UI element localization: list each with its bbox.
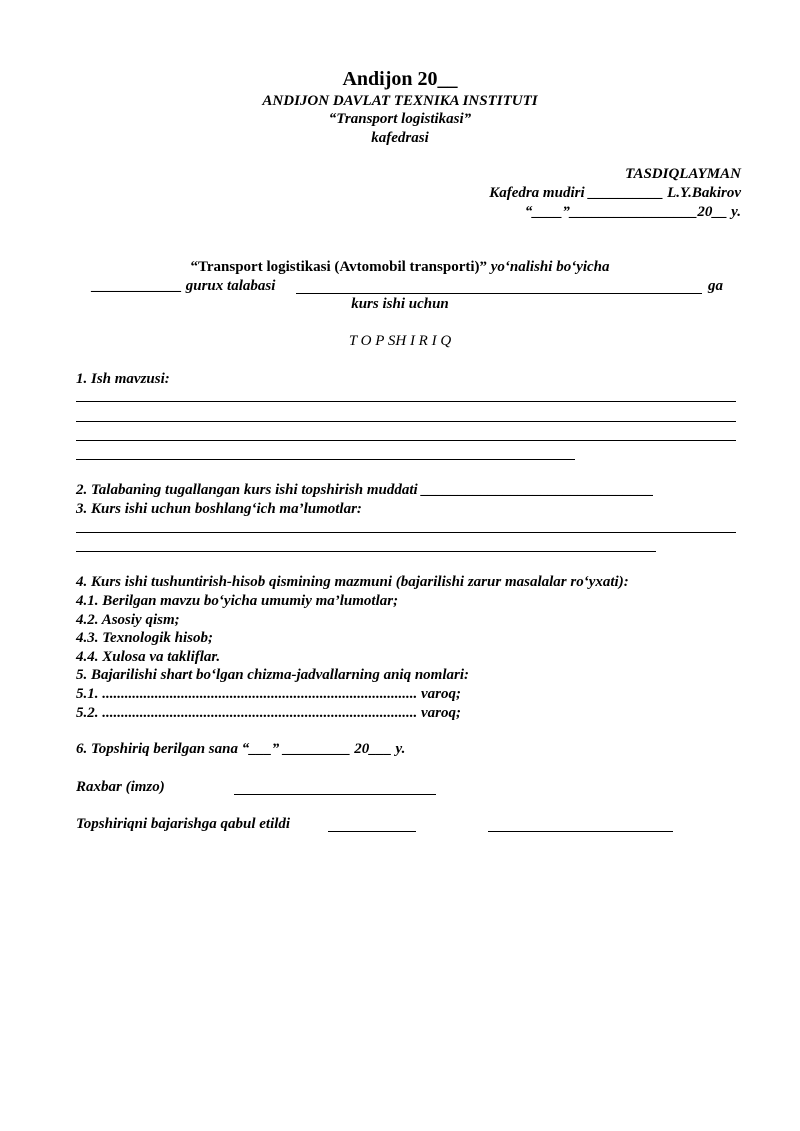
initial-data-line-2 [76,551,656,552]
supervisor-label: Raxbar (imzo) [76,779,165,795]
item-topic: 1. Ish mavzusi: [76,371,170,387]
direction-name: “Transport logistikasi (Avtomobil transporti)” [190,259,488,275]
group-line-label: ____________ gurux talabasi [92,278,276,294]
direction-suffix: yo‘nalishi bo‘yicha [487,259,610,275]
accepted-label: Topshiriqni bajarishga qabul etildi [76,816,291,832]
topic-line-2 [76,421,736,422]
drawing-item-2: 5.2. .................................................................................... varoq; [76,705,461,721]
content-item-1: 4.1. Berilgan mavzu bo‘yicha umumiy ma’lumotlar; [76,593,399,609]
content-item-2: 4.2. Asosiy qism; [76,612,180,628]
document-title: Andijon 20__ [342,68,458,90]
approval-heading: TASDIQLAYMAN [625,166,741,182]
item-deadline: 2. Talabaning tugallangan kurs ishi topshirish muddati _______________________________ [76,482,654,498]
item-issued-date: 6. Topshiriq berilgan sana “___” _________ 20___ y. [76,741,406,757]
department-name: “Transport logistikasi” [328,111,472,127]
institute-name: ANDIJON DAVLAT TEXNIKA INSTITUTI [262,93,538,109]
department-word: kafedrasi [371,130,429,146]
department-head-line: Kafedra mudiri __________ L.Y.Bakirov [489,185,741,201]
direction-line [0,259,800,276]
accepted-signature-blank [328,831,416,832]
item-initial-data: 3. Kurs ishi uchun boshlang‘ich ma’lumotlar: [76,501,362,517]
item-content: 4. Kurs ishi tushuntirish-hisob qismining mazmuni (bajarilishi zarur masalalar ro‘yxati): [76,574,629,590]
task-title: T O P SH I R I Q [348,333,452,349]
supervisor-signature-blank [234,794,436,795]
topic-line-4 [76,459,575,460]
topic-line-3 [76,440,736,441]
group-line-suffix: ga [708,278,723,294]
accepted-name-blank [488,831,673,832]
course-line: kurs ishi uchun [351,296,449,312]
content-item-4: 4.4. Xulosa va takliflar. [76,649,221,665]
approval-date-line: “____”_________________20__ y. [524,204,741,220]
initial-data-line-1 [76,532,736,533]
drawing-item-1: 5.1. .................................................................................... varoq; [76,686,461,702]
student-name-blank [296,293,702,294]
topic-line-1 [76,401,736,402]
item-drawings: 5. Bajarilishi shart bo‘lgan chizma-jadvallarning aniq nomlari: [76,667,470,683]
content-item-3: 4.3. Texnologik hisob; [76,630,213,646]
